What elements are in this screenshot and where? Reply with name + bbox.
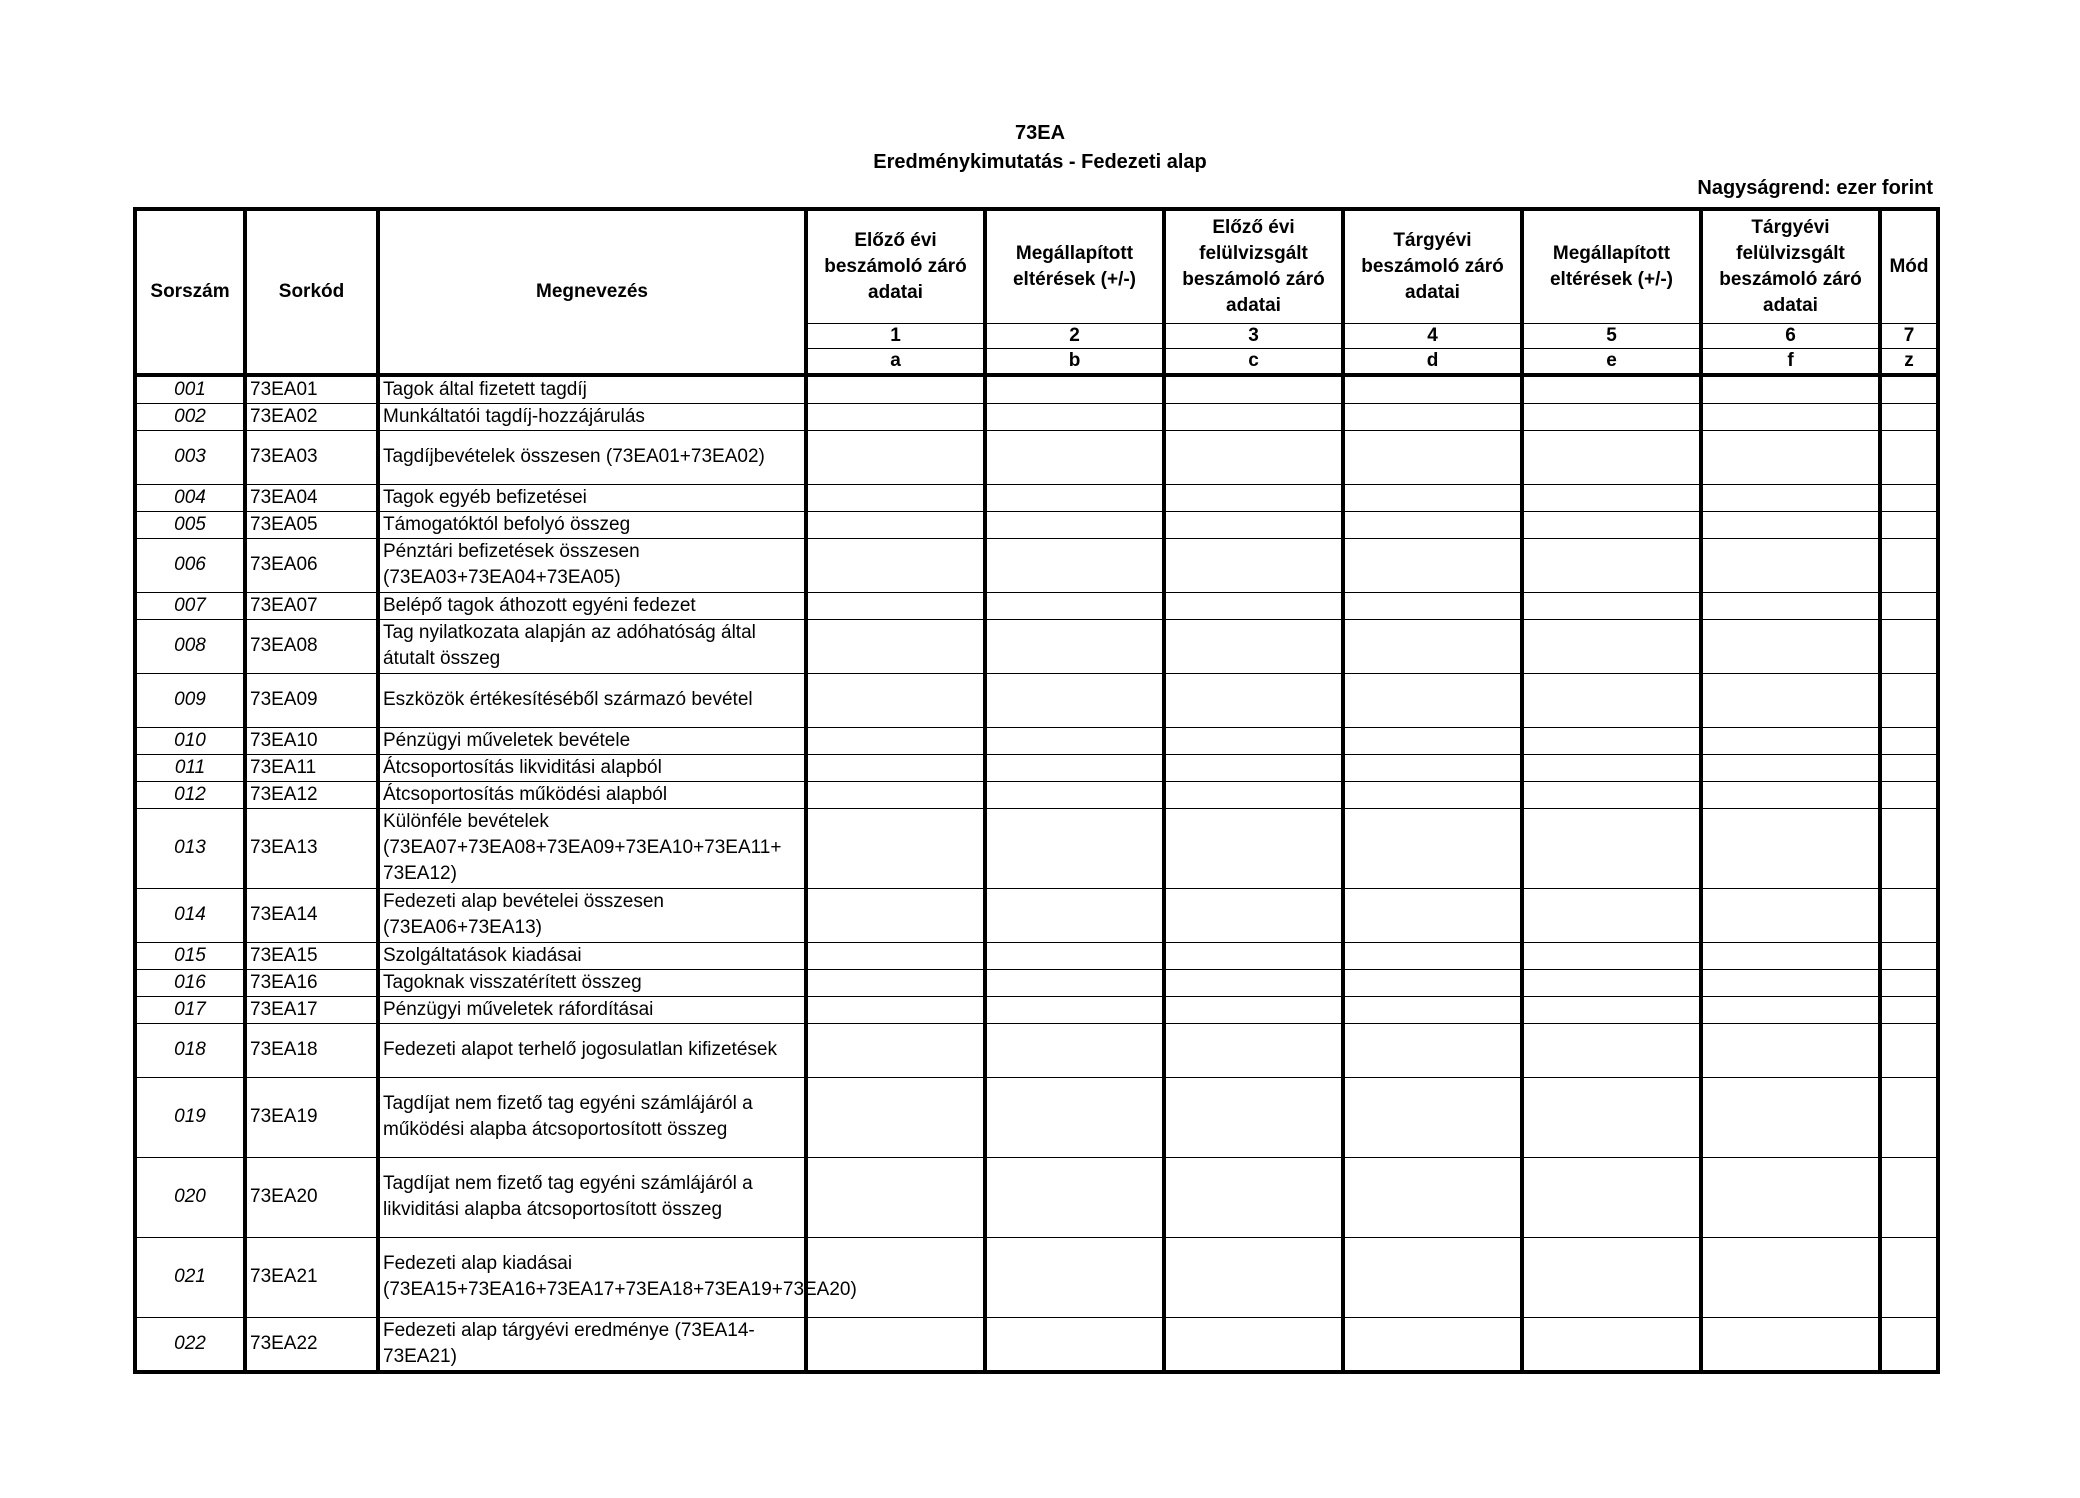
header-num-7: 7 [1880,323,1938,348]
row-name: Tagdíjbevételek összesen (73EA01+73EA02) [378,430,806,484]
value-cell[interactable] [806,1077,985,1157]
value-cell[interactable] [1343,1317,1522,1372]
value-cell[interactable] [1701,808,1880,888]
row-number: 012 [135,781,245,808]
row-name: Tagdíjat nem fizető tag egyéni számlájáról a likviditási alapba átcsoportosított összeg [378,1157,806,1237]
value-cell[interactable] [1164,511,1343,538]
row-code: 73EA14 [245,888,378,942]
row-number: 008 [135,619,245,673]
table-row [135,969,1938,996]
value-cell[interactable] [1164,1023,1343,1077]
value-cell[interactable] [1522,430,1701,484]
value-cell[interactable] [1164,430,1343,484]
header-col-5: Megállapított eltérések (+/-) [1522,209,1701,323]
row-code: 73EA17 [245,996,378,1023]
row-number: 017 [135,996,245,1023]
value-cell[interactable] [1701,1023,1880,1077]
table-row [135,375,1938,404]
row-code: 73EA18 [245,1023,378,1077]
row-name: Pénzügyi műveletek bevétele [378,727,806,754]
value-cell[interactable] [806,592,985,619]
value-cell[interactable] [1343,808,1522,888]
value-cell[interactable] [1164,888,1343,942]
value-cell[interactable] [1343,888,1522,942]
value-cell[interactable] [985,538,1164,592]
value-cell[interactable] [1164,808,1343,888]
value-cell[interactable] [806,1023,985,1077]
table-row [135,484,1938,511]
value-cell[interactable] [1164,375,1343,404]
value-cell[interactable] [806,673,985,727]
row-code: 73EA07 [245,592,378,619]
table-row [135,1077,1938,1157]
table-row [135,1157,1938,1237]
value-cell[interactable] [1522,592,1701,619]
row-name: Átcsoportosítás likviditási alapból [378,754,806,781]
value-cell[interactable] [806,1237,985,1317]
row-name: Átcsoportosítás működési alapból [378,781,806,808]
header-letter-a: a [806,348,985,375]
value-cell[interactable] [806,754,985,781]
value-cell[interactable] [1164,1157,1343,1237]
value-cell[interactable] [1880,754,1938,781]
value-cell[interactable] [1164,727,1343,754]
row-name: Fedezeti alap tárgyévi eredménye (73EA14-73EA21) [378,1317,806,1372]
value-cell[interactable] [1880,727,1938,754]
header-col-4: Tárgyévi beszámoló záró adatai [1343,209,1522,323]
header-num-2: 2 [985,323,1164,348]
row-name: Tagdíjat nem fizető tag egyéni számlájáról a működési alapba átcsoportosított összeg [378,1077,806,1157]
value-cell[interactable] [806,538,985,592]
value-cell[interactable] [1880,375,1938,404]
value-cell[interactable] [806,727,985,754]
value-cell[interactable] [1701,1077,1880,1157]
value-cell[interactable] [1701,969,1880,996]
row-number: 007 [135,592,245,619]
row-code: 73EA20 [245,1157,378,1237]
value-cell[interactable] [1164,592,1343,619]
header-sorszam: Sorszám [135,209,245,375]
row-code: 73EA01 [245,375,378,404]
value-cell[interactable] [1343,1157,1522,1237]
value-cell[interactable] [1701,1157,1880,1237]
table-row [135,592,1938,619]
table-row [135,1317,1938,1372]
row-number: 013 [135,808,245,888]
value-cell[interactable] [1164,484,1343,511]
value-cell[interactable] [1880,430,1938,484]
header-col-3: Előző évi felülvizsgált beszámoló záró adatai [1164,209,1343,323]
table-row [135,808,1938,888]
header-num-6: 6 [1701,323,1880,348]
value-cell[interactable] [1522,1237,1701,1317]
header-col-6: Tárgyévi felülvizsgált beszámoló záró adatai [1701,209,1880,323]
value-cell[interactable] [1701,996,1880,1023]
report-table [133,207,1940,1374]
value-cell[interactable] [1343,592,1522,619]
row-number: 009 [135,673,245,727]
value-cell[interactable] [1164,1317,1343,1372]
value-cell[interactable] [1701,538,1880,592]
row-name: Belépő tagok áthozott egyéni fedezet [378,592,806,619]
row-code: 73EA11 [245,754,378,781]
row-name: Munkáltatói tagdíj-hozzájárulás [378,403,806,430]
row-name: Tagok egyéb befizetései [378,484,806,511]
row-number: 006 [135,538,245,592]
row-number: 001 [135,375,245,404]
value-cell[interactable] [1164,969,1343,996]
table-row [135,619,1938,673]
row-code: 73EA04 [245,484,378,511]
value-cell[interactable] [1880,888,1938,942]
value-cell[interactable] [985,511,1164,538]
value-cell[interactable] [1343,1023,1522,1077]
row-name: Különféle bevételek (73EA07+73EA08+73EA09+73EA10+73EA11+ 73EA12) [378,808,806,888]
row-code: 73EA03 [245,430,378,484]
header-letter-d: d [1343,348,1522,375]
row-number: 010 [135,727,245,754]
row-name: Tagok által fizetett tagdíj [378,375,806,404]
row-name: Támogatóktól befolyó összeg [378,511,806,538]
value-cell[interactable] [1343,403,1522,430]
value-cell[interactable] [985,1157,1164,1237]
value-cell[interactable] [1701,1317,1880,1372]
value-cell[interactable] [1880,1023,1938,1077]
value-cell[interactable] [806,808,985,888]
header-letter-e: e [1522,348,1701,375]
value-cell[interactable] [1522,673,1701,727]
value-cell[interactable] [806,942,985,969]
value-cell[interactable] [985,727,1164,754]
value-cell[interactable] [1343,969,1522,996]
value-cell[interactable] [1164,403,1343,430]
form-code: 73EA [1014,122,1066,144]
row-name: Eszközök értékesítéséből származó bevétel [378,673,806,727]
value-cell[interactable] [1880,538,1938,592]
row-number: 022 [135,1317,245,1372]
value-cell[interactable] [1343,754,1522,781]
value-cell[interactable] [1164,942,1343,969]
value-cell[interactable] [1701,781,1880,808]
value-cell[interactable] [1343,996,1522,1023]
value-cell[interactable] [1343,511,1522,538]
value-cell[interactable] [985,1317,1164,1372]
value-cell[interactable] [985,619,1164,673]
row-number: 014 [135,888,245,942]
table-row [135,511,1938,538]
row-number: 003 [135,430,245,484]
value-cell[interactable] [1164,1077,1343,1157]
row-name: Fedezeti alap bevételei összesen (73EA06+73EA13) [378,888,806,942]
value-cell[interactable] [985,808,1164,888]
row-code: 73EA19 [245,1077,378,1157]
header-num-4: 4 [1343,323,1522,348]
header-col-7: Mód [1880,209,1938,323]
value-cell[interactable] [1880,1077,1938,1157]
value-cell[interactable] [1164,996,1343,1023]
value-cell[interactable] [806,403,985,430]
row-code: 73EA15 [245,942,378,969]
row-code: 73EA08 [245,619,378,673]
value-cell[interactable] [1522,808,1701,888]
value-cell[interactable] [1522,888,1701,942]
value-cell[interactable] [1522,619,1701,673]
row-number: 004 [135,484,245,511]
value-cell[interactable] [1522,403,1701,430]
value-cell[interactable] [1164,538,1343,592]
value-cell[interactable] [985,888,1164,942]
row-code: 73EA02 [245,403,378,430]
row-number: 020 [135,1157,245,1237]
row-number: 011 [135,754,245,781]
value-cell[interactable] [1880,808,1938,888]
value-cell[interactable] [1880,996,1938,1023]
value-cell[interactable] [1164,673,1343,727]
value-cell[interactable] [806,1317,985,1372]
row-name: Pénztári befizetések összesen (73EA03+73EA04+73EA05) [378,538,806,592]
value-cell[interactable] [1701,403,1880,430]
table-row [135,1237,1938,1317]
row-name: Tagoknak visszatérített összeg [378,969,806,996]
value-cell[interactable] [1343,1077,1522,1157]
table-row [135,430,1938,484]
value-cell[interactable] [1522,754,1701,781]
table-row [135,996,1938,1023]
value-cell[interactable] [1701,727,1880,754]
row-name: Fedezeti alapot terhelő jogosulatlan kifizetések [378,1023,806,1077]
value-cell[interactable] [1701,1237,1880,1317]
value-cell[interactable] [1343,375,1522,404]
row-number: 015 [135,942,245,969]
value-cell[interactable] [1522,1157,1701,1237]
header-col-2: Megállapított eltérések (+/-) [985,209,1164,323]
value-cell[interactable] [806,511,985,538]
row-name: Pénzügyi műveletek ráfordításai [378,996,806,1023]
row-code: 73EA12 [245,781,378,808]
header-letter-c: c [1164,348,1343,375]
table-row [135,1023,1938,1077]
value-cell[interactable] [1880,1157,1938,1237]
row-number: 002 [135,403,245,430]
value-cell[interactable] [806,1157,985,1237]
value-cell[interactable] [1343,1237,1522,1317]
value-cell[interactable] [806,430,985,484]
row-number: 016 [135,969,245,996]
value-cell[interactable] [1522,996,1701,1023]
value-cell[interactable] [1880,942,1938,969]
value-cell[interactable] [1522,781,1701,808]
header-num-3: 3 [1164,323,1343,348]
table-row [135,781,1938,808]
row-name: Fedezeti alap kiadásai (73EA15+73EA16+73EA17+73EA18+73EA19+73EA20) [378,1237,806,1317]
value-cell[interactable] [985,673,1164,727]
header-letter-f: f [1701,348,1880,375]
form-title: Eredménykimutatás - Fedezeti alap [873,151,1207,173]
value-cell[interactable] [1701,375,1880,404]
value-cell[interactable] [1343,619,1522,673]
value-cell[interactable] [1701,888,1880,942]
value-cell[interactable] [1522,1317,1701,1372]
value-cell[interactable] [1880,511,1938,538]
value-cell[interactable] [1880,619,1938,673]
value-cell[interactable] [985,781,1164,808]
value-cell[interactable] [1701,592,1880,619]
value-cell[interactable] [985,996,1164,1023]
value-cell[interactable] [985,1077,1164,1157]
value-cell[interactable] [1343,484,1522,511]
header-letter-b: b [985,348,1164,375]
value-cell[interactable] [1880,1237,1938,1317]
value-cell[interactable] [806,484,985,511]
value-cell[interactable] [1164,1237,1343,1317]
value-cell[interactable] [1701,673,1880,727]
value-cell[interactable] [1701,754,1880,781]
row-code: 73EA10 [245,727,378,754]
value-cell[interactable] [1343,727,1522,754]
value-cell[interactable] [1522,969,1701,996]
value-cell[interactable] [985,375,1164,404]
table-row [135,888,1938,942]
header-sorkod: Sorkód [245,209,378,375]
value-cell[interactable] [1343,430,1522,484]
value-cell[interactable] [806,619,985,673]
value-cell[interactable] [1164,781,1343,808]
row-name: Tag nyilatkozata alapján az adóhatóság által átutalt összeg [378,619,806,673]
value-cell[interactable] [1522,511,1701,538]
value-cell[interactable] [1880,781,1938,808]
value-cell[interactable] [1164,619,1343,673]
row-code: 73EA21 [245,1237,378,1317]
header-num-5: 5 [1522,323,1701,348]
value-cell[interactable] [806,969,985,996]
row-number: 019 [135,1077,245,1157]
row-name: Szolgáltatások kiadásai [378,942,806,969]
value-cell[interactable] [1164,754,1343,781]
value-cell[interactable] [1343,673,1522,727]
value-cell[interactable] [806,996,985,1023]
table-row [135,727,1938,754]
value-cell[interactable] [985,1237,1164,1317]
value-cell[interactable] [806,375,985,404]
value-cell[interactable] [1522,1023,1701,1077]
value-cell[interactable] [985,430,1164,484]
value-cell[interactable] [1522,484,1701,511]
value-cell[interactable] [1522,1077,1701,1157]
row-code: 73EA05 [245,511,378,538]
header-letter-z: z [1880,348,1938,375]
value-cell[interactable] [1880,403,1938,430]
value-cell[interactable] [1701,942,1880,969]
value-cell[interactable] [1522,942,1701,969]
value-cell[interactable] [1343,942,1522,969]
value-cell[interactable] [1343,781,1522,808]
header-col-1: Előző évi beszámoló záró adatai [806,209,985,323]
value-cell[interactable] [1522,727,1701,754]
value-cell[interactable] [1701,511,1880,538]
value-cell[interactable] [1880,673,1938,727]
value-cell[interactable] [1880,484,1938,511]
row-code: 73EA22 [245,1317,378,1372]
value-cell[interactable] [1701,484,1880,511]
value-cell[interactable] [1880,592,1938,619]
value-cell[interactable] [1880,969,1938,996]
value-cell[interactable] [985,969,1164,996]
row-code: 73EA16 [245,969,378,996]
value-cell[interactable] [985,484,1164,511]
table-row [135,538,1938,592]
row-code: 73EA13 [245,808,378,888]
value-cell[interactable] [985,592,1164,619]
row-number: 005 [135,511,245,538]
table-row [135,403,1938,430]
value-cell[interactable] [1880,1317,1938,1372]
table-row [135,942,1938,969]
row-code: 73EA06 [245,538,378,592]
value-cell[interactable] [1343,538,1522,592]
row-code: 73EA09 [245,673,378,727]
table-row [135,673,1938,727]
value-cell[interactable] [985,403,1164,430]
value-cell[interactable] [985,754,1164,781]
table-body [135,375,1938,1372]
unit-label: Nagyságrend: ezer forint [1697,177,1933,199]
header-megnevezes: Megnevezés [378,209,806,375]
value-cell[interactable] [1522,375,1701,404]
value-cell[interactable] [985,942,1164,969]
value-cell[interactable] [806,888,985,942]
value-cell[interactable] [1701,430,1880,484]
value-cell[interactable] [985,1023,1164,1077]
row-number: 018 [135,1023,245,1077]
table-row [135,754,1938,781]
header-num-1: 1 [806,323,985,348]
value-cell[interactable] [806,781,985,808]
value-cell[interactable] [1701,619,1880,673]
value-cell[interactable] [1522,538,1701,592]
row-number: 021 [135,1237,245,1317]
